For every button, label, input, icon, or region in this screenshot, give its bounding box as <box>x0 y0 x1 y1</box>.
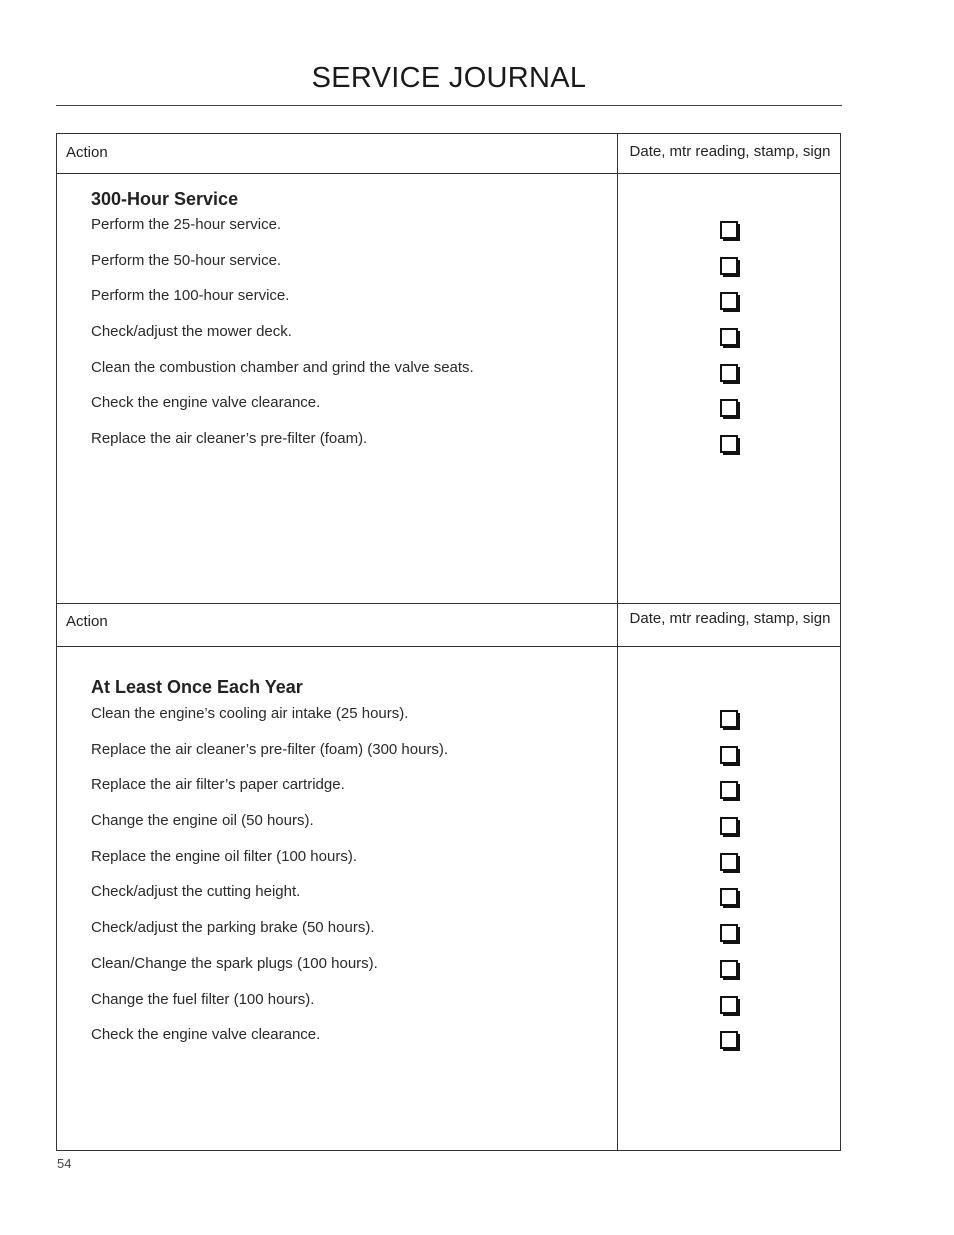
checkbox-icon[interactable] <box>720 960 742 982</box>
checkbox-icon[interactable] <box>720 746 742 768</box>
page-number: 54 <box>57 1156 72 1171</box>
checkbox-icon[interactable] <box>720 781 742 803</box>
column-divider <box>617 604 618 1150</box>
task-item: Check the engine valve clearance. <box>91 394 321 412</box>
section-heading: At Least Once Each Year <box>91 677 303 697</box>
task-item: Check/adjust the mower deck. <box>91 323 292 341</box>
section-heading: 300-Hour Service <box>91 189 239 209</box>
checkbox-icon[interactable] <box>720 364 742 386</box>
task-item: Clean the engine’s cooling air intake (25 hours). <box>91 705 409 722</box>
header-action-label: Action <box>66 144 108 161</box>
checkbox-icon[interactable] <box>720 399 742 421</box>
task-item: Change the engine oil (50 hours). <box>91 812 314 830</box>
service-table-300-hour <box>56 133 841 604</box>
checkbox-icon[interactable] <box>720 710 742 732</box>
checkbox-icon[interactable] <box>720 221 742 243</box>
checkbox-icon[interactable] <box>720 817 742 839</box>
title-divider <box>56 105 842 106</box>
checkbox-icon[interactable] <box>720 853 742 875</box>
header-date-label: Date, mtr reading, stamp, sign <box>629 610 831 627</box>
task-item: Clean the combustion chamber and grind the valve seats. <box>91 358 474 376</box>
page-title: SERVICE JOURNAL <box>311 62 587 94</box>
task-list <box>91 216 474 466</box>
task-item: Change the fuel filter (100 hours). <box>91 990 315 1008</box>
task-list <box>91 705 448 1062</box>
task-item: Perform the 25-hour service. <box>91 216 282 233</box>
task-item: Replace the engine oil filter (100 hours). <box>91 847 357 865</box>
header-action-label: Action <box>66 613 108 630</box>
checkbox-icon[interactable] <box>720 924 742 946</box>
checkbox-icon[interactable] <box>720 996 742 1018</box>
task-item: Replace the air cleaner’s pre-filter (foam) (300 hours). <box>91 740 449 758</box>
checkbox-icon[interactable] <box>720 435 742 457</box>
checkbox-icon[interactable] <box>720 328 742 350</box>
checkbox-column <box>720 221 742 471</box>
task-item: Clean/Change the spark plugs (100 hours). <box>91 954 378 972</box>
task-item: Perform the 100-hour service. <box>91 287 290 305</box>
task-item: Perform the 50-hour service. <box>91 251 282 269</box>
checkbox-icon[interactable] <box>720 257 742 279</box>
checkbox-column <box>720 710 742 1067</box>
checkbox-icon[interactable] <box>720 1031 742 1053</box>
task-item: Check/adjust the parking brake (50 hours). <box>91 919 375 937</box>
header-date-label: Date, mtr reading, stamp, sign <box>629 143 831 160</box>
task-item: Check the engine valve clearance. <box>91 1026 321 1044</box>
task-item: Replace the air cleaner’s pre-filter (foam). <box>91 430 368 448</box>
checkbox-icon[interactable] <box>720 292 742 314</box>
task-item: Replace the air filter’s paper cartridge. <box>91 776 345 794</box>
service-table-yearly <box>56 603 841 1151</box>
column-divider <box>617 134 618 603</box>
checkbox-icon[interactable] <box>720 888 742 910</box>
task-item: Check/adjust the cutting height. <box>91 883 301 901</box>
